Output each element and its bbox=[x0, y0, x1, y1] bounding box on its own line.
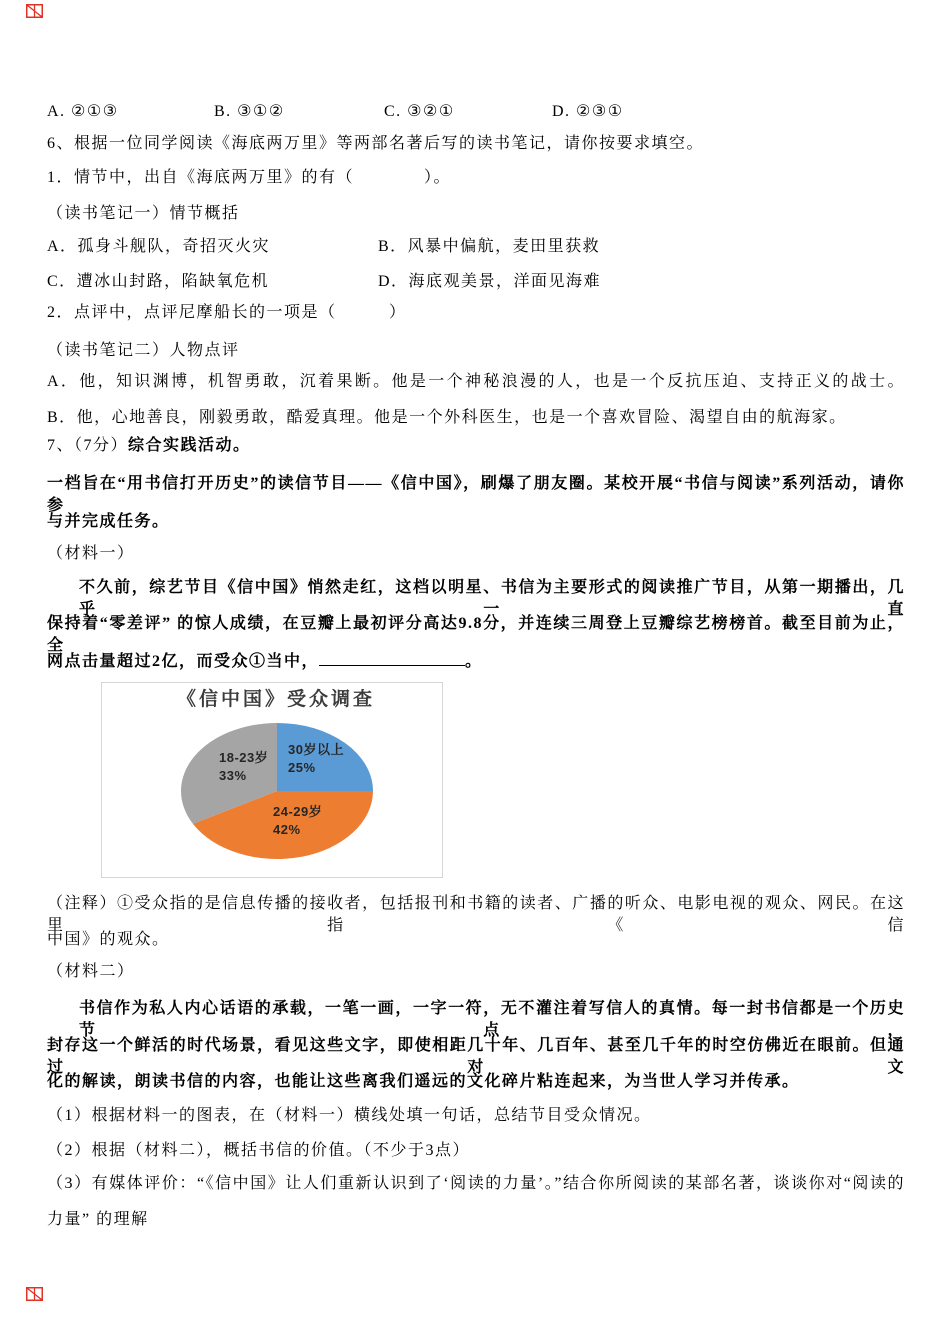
comment-option-a: A．他，知识渊博，机智勇敢，沉着果断。他是一个神秘浪漫的人，也是一个反抗压迫、支持正义的战士。 bbox=[47, 373, 905, 390]
plot-option-d: D．海底观美景，洋面见海难 bbox=[378, 273, 602, 290]
plot-option-b: B．风暴中偏航，麦田里获救 bbox=[378, 238, 601, 255]
option-d: D. ②③① bbox=[552, 103, 624, 120]
material-2-line3: 化的解读，朗读书信的内容，也能让这些离我们遥远的文化碎片粘连起来，为当世人学习并传承。 bbox=[47, 1073, 800, 1090]
comment-option-b: B．他，心地善良，刚毅勇敢，酷爱真理。他是一个外科医生，也是一个喜欢冒险、渴望自由的航海家。 bbox=[47, 409, 847, 426]
material-1-line2: 保持着“零差评” 的惊人成绩，在豆瓣上最初评分高达9.8分，并连续三周登上豆瓣综艺榜榜首。截至目前为止，全 bbox=[47, 615, 905, 654]
pie-label-18-23-pct: 33% bbox=[219, 768, 247, 783]
pie-label-24-29-pct: 42% bbox=[273, 822, 301, 837]
material-2-line1: 书信作为私人内心话语的承载，一笔一画，一字一符，无不灌注着写信人的真情。每一封书信都是一个历史节点， bbox=[79, 1000, 905, 1039]
question-7-sub2: （2）根据（材料二），概括书信的价值。（不少于3点） bbox=[47, 1142, 471, 1159]
question-7-sub1: （1）根据材料一的图表，在（材料一）横线处填一句话，总结节目受众情况。 bbox=[47, 1107, 652, 1124]
note-line2: 中国》的观众。 bbox=[47, 931, 170, 948]
material-1-line3-text: 网点击量超过2亿，而受众①当中， bbox=[47, 653, 320, 670]
question-6-stem: 6、根据一位同学阅读《海底两万里》等两部名著后写的读书笔记，请你按要求填空。 bbox=[47, 135, 705, 152]
material-1-line3-period: 。 bbox=[465, 653, 483, 670]
reading-note-2-title: （读书笔记二）人物点评 bbox=[47, 342, 240, 359]
material-2-label: （材料二） bbox=[47, 963, 135, 980]
chart-title: 《信中国》受众调查 bbox=[176, 689, 375, 710]
material-2-line2: 封存这一个鲜活的时代场景，看见这些文字，即使相距几十年、几百年、甚至几千年的时空仿佛近在眼前。但通过对文 bbox=[47, 1037, 905, 1076]
fill-in-blank-line bbox=[319, 651, 465, 666]
question-6-sub1: 1．情节中，出自《海底两万里》的有（ ）。 bbox=[47, 169, 452, 186]
option-a: A. ②①③ bbox=[47, 103, 119, 120]
question-7-number: 7、（7分） bbox=[47, 437, 129, 454]
pie-label-30-plus-pct: 25% bbox=[288, 760, 316, 775]
audience-survey-chart bbox=[101, 682, 443, 878]
broken-image-icon bbox=[26, 1287, 43, 1301]
material-1-line3 bbox=[47, 651, 905, 673]
material-1-line1: 不久前，综艺节目《信中国》悄然走红，这档以明星、书信为主要形式的阅读推广节目，从第一期播出，几乎一直 bbox=[79, 579, 905, 618]
pie-label-18-23-text: 18-23岁 bbox=[219, 750, 269, 765]
question-7-title: 综合实践活动。 bbox=[128, 437, 251, 454]
question-7-intro-line2: 与并完成任务。 bbox=[47, 513, 170, 530]
material-1-label: （材料一） bbox=[47, 545, 135, 562]
question-7-sub3-line1: （3）有媒体评价：“《信中国》让人们重新认识到了‘阅读的力量’。”结合你所阅读的某部名著，谈谈你对“阅读的 bbox=[47, 1175, 905, 1192]
question-6-sub2: 2．点评中，点评尼摩船长的一项是（ ） bbox=[47, 304, 407, 321]
question-7-header bbox=[47, 435, 905, 457]
pie-label-24-29-text: 24-29岁 bbox=[273, 804, 323, 819]
option-c: C. ③②① bbox=[384, 103, 455, 120]
pie-label-18-23 bbox=[219, 749, 268, 785]
question-7-sub3-line2: 力量” 的理解 bbox=[47, 1211, 149, 1228]
pie-label-30-plus bbox=[288, 741, 344, 777]
option-b: B. ③①② bbox=[214, 103, 285, 120]
plot-option-c: C．遭冰山封路，陷缺氧危机 bbox=[47, 273, 270, 290]
pie-chart bbox=[102, 683, 444, 879]
reading-note-1-title: （读书笔记一）情节概括 bbox=[47, 205, 240, 222]
pie-label-24-29 bbox=[273, 803, 322, 839]
broken-image-icon bbox=[26, 4, 43, 18]
pie-label-30-plus-text: 30岁以上 bbox=[288, 742, 344, 757]
plot-option-a: A．孤身斗舰队，奇招灭火灾 bbox=[47, 238, 271, 255]
note-line1: （注释）①受众指的是信息传播的接收者，包括报刊和书籍的读者、广播的听众、电影电视的观众、网民。在这里指《信 bbox=[47, 895, 905, 934]
question-7-intro-line1: 一档旨在“用书信打开历史”的读信节目——《信中国》，刷爆了朋友圈。某校开展“书信与阅读”系列活动，请你参 bbox=[47, 475, 905, 514]
